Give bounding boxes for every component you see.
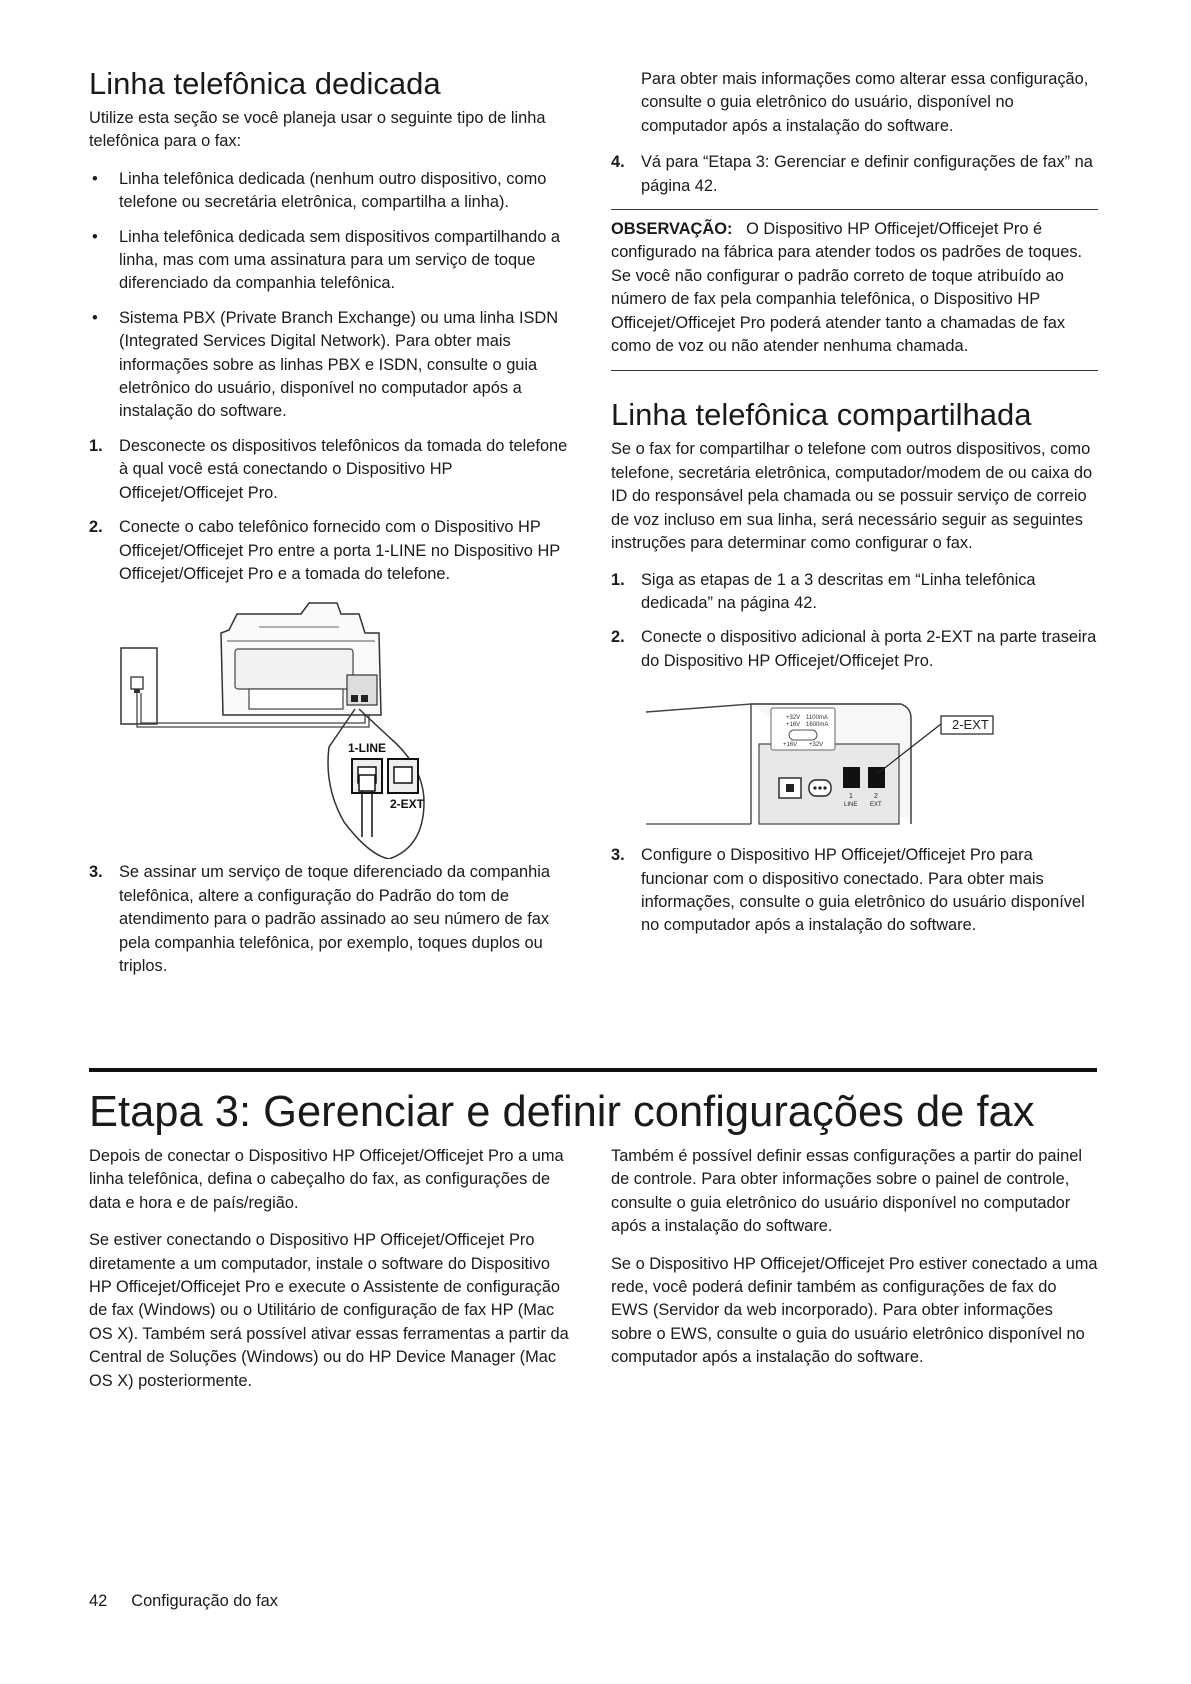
note-bottom-rule [611,370,1098,371]
section-heading-shared-line: Linha telefônica compartilhada [611,397,1032,433]
step-number: 2. [611,628,625,647]
paragraph: Também é possível definir essas configurações a partir do painel de controle. Para obter informações sobre o painel de controle, consulte o guia eletrônico do usuário disponível no computador após a instalação do software. [611,1147,1083,1236]
section-title: Etapa 3: Gerenciar e definir configurações de fax [89,1088,1035,1136]
step-item: 3. Se assinar um serviço de toque diferenciado da companhia telefônica, altere a configuração do Padrão do tom de atendimento para o padrão assinado ao seu número de fax pela companhia telefônica, por exemplo, toques duplos ou triplos. [89,863,550,975]
step-number: 3. [611,846,625,865]
svg-text:LINE: LINE [844,802,858,809]
section-divider [89,1068,1097,1072]
bullet-list [89,168,574,424]
step-item: 2. Conecte o cabo telefônico fornecido com o Dispositivo HP Officejet/Officejet Pro entre a porta 1-LINE no Dispositivo HP Officejet/Officejet Pro e a tomada do telefone. [89,518,560,583]
step-item: 3. Configure o Dispositivo HP Officejet/Officejet Pro para funcionar com o dispositivo conectado. Para obter mais informações, consulte o guia eletrônico do usuário disponível no computador após a instalação do software. [611,846,1085,935]
step-item: 2. Conecte o dispositivo adicional à porta 2-EXT na parte traseira do Dispositivo HP Officejet/Officejet Pro. [611,628,1097,670]
continuation-paragraph: Para obter mais informações como alterar essa configuração, consulte o guia eletrônico do usuário, disponível no computador após a instalação do software. [641,70,1089,135]
left-column [89,66,574,989]
svg-text:+16V: +16V [786,722,801,729]
step-item: 1. Siga as etapas de 1 a 3 descritas em “Linha telefônica dedicada” na página 42. [611,570,1036,612]
intro-paragraph: Se o fax for compartilhar o telefone com outros dispositivos, como telefone, secretária eletrônica, computador/modem de ou caixa do ID do responsável pela chamada ou se possuir serviço de correio de voz incluso em sua linha, será necessário seguir as seguintes instruções para determinar como configurar o fax. [611,440,1093,553]
step-number: 4. [611,153,625,172]
shared-line-diagram [611,684,1081,834]
step-number: 3. [89,863,103,882]
step-item: 1. Desconecte os dispositivos telefônicos da tomada do telefone à qual você está conectando o Dispositivo HP Officejet/Officejet Pro. [89,436,568,502]
chapter-title: Configuração do fax [131,1592,278,1610]
step-number: 1. [611,570,625,589]
paragraph: Depois de conectar o Dispositivo HP Officejet/Officejet Pro a uma linha telefônica, defina o cabeçalho do fax, as configurações de data e hora e de país/região. [89,1147,564,1212]
paragraph: Se estiver conectando o Dispositivo HP Officejet/Officejet Pro diretamente a um computador, instale o software do Dispositivo HP Officejet/Officejet Pro e execute o Assistente de configuração de fax (Windows) ou o Utilitário de configuração de fax HP (Mac OS X). Também será possível ativar essas ferramentas a partir da Central de Soluções (Windows) ou do HP Device Manager (Mac OS X) posteriormente. [89,1231,569,1390]
section-left-column [89,1145,574,1393]
svg-text:+16V: +16V [783,742,798,749]
bullet-icon: • [92,169,98,188]
two-ext-label: 2-EXT [390,797,425,812]
bullet-icon: • [92,308,98,327]
svg-text:+32V: +32V [809,742,824,749]
steps-list [89,435,574,586]
steps-list-continued [89,861,574,978]
page-number: 42 [89,1592,108,1610]
page-footer [89,1592,278,1611]
steps-list-continued [611,844,1098,938]
paragraph: Se o Dispositivo HP Officejet/Officejet Pro estiver conectado a uma rede, você poderá definir também as configurações de fax do EWS (Servidor da web incorporado). Para obter informações sobre o EWS, consulte o guia do usuário eletrônico disponível no computador após a instalação do software. [611,1254,1098,1367]
section-heading-dedicated-line: Linha telefônica dedicada [89,66,441,101]
svg-text:1600mA: 1600mA [806,722,829,729]
list-item: • Sistema PBX (Private Branch Exchange) ou uma linha ISDN (Integrated Services Digital Network). Para obter mais informações sobre as linhas PBX e ISDN, consulte o guia eletrônico do usuário, disponível no computador após a instalação do software. [92,308,559,421]
printer-rear [221,603,381,715]
note-paragraph [611,218,1098,358]
svg-text:2-EXT: 2-EXT [952,717,989,733]
note-label: OBSERVAÇÃO: [611,220,733,239]
step-number: 1. [89,436,103,455]
bullet-icon: • [92,227,98,246]
note-text: O Dispositivo HP Officejet/Officejet Pro é configurado na fábrica para atender todos os padrões de toques. Se você não configurar o padrão correto de toque atribuído ao número de fax pela companhia telefônica, o Dispositivo HP Officejet/Officejet Pro poderá atender tanto a chamadas de fax como de voz ou não atender nenhuma chamada. [611,220,1083,356]
dedicated-line-diagram [89,597,559,859]
step-item: 4. Vá para “Etapa 3: Gerenciar e definir configurações de fax” na página 42. [611,153,1093,195]
list-item: • Linha telefônica dedicada sem dispositivos compartilhando a linha, mas com uma assinatura para um serviço de toque diferenciado da companhia telefônica. [92,227,560,293]
step-number: 2. [89,518,103,537]
svg-text:2: 2 [874,793,878,801]
one-line-label: 1-LINE [348,741,387,756]
port-1-line [843,767,860,788]
steps-list [611,569,1098,674]
steps-list [611,151,1098,198]
note-top-rule [611,209,1098,210]
right-column [611,68,1098,949]
svg-text:1100mA: 1100mA [806,715,828,722]
intro-paragraph: Utilize esta seção se você planeja usar o seguinte tipo de linha telefônica para o fax: [89,109,546,151]
svg-text:+32V: +32V [786,715,801,722]
section-right-column [611,1145,1098,1370]
svg-text:EXT: EXT [870,802,882,809]
list-item: • Linha telefônica dedicada (nenhum outro dispositivo, como telefone ou secretária eletrônica, compartilha a linha). [92,169,547,212]
svg-text:1: 1 [849,793,853,801]
